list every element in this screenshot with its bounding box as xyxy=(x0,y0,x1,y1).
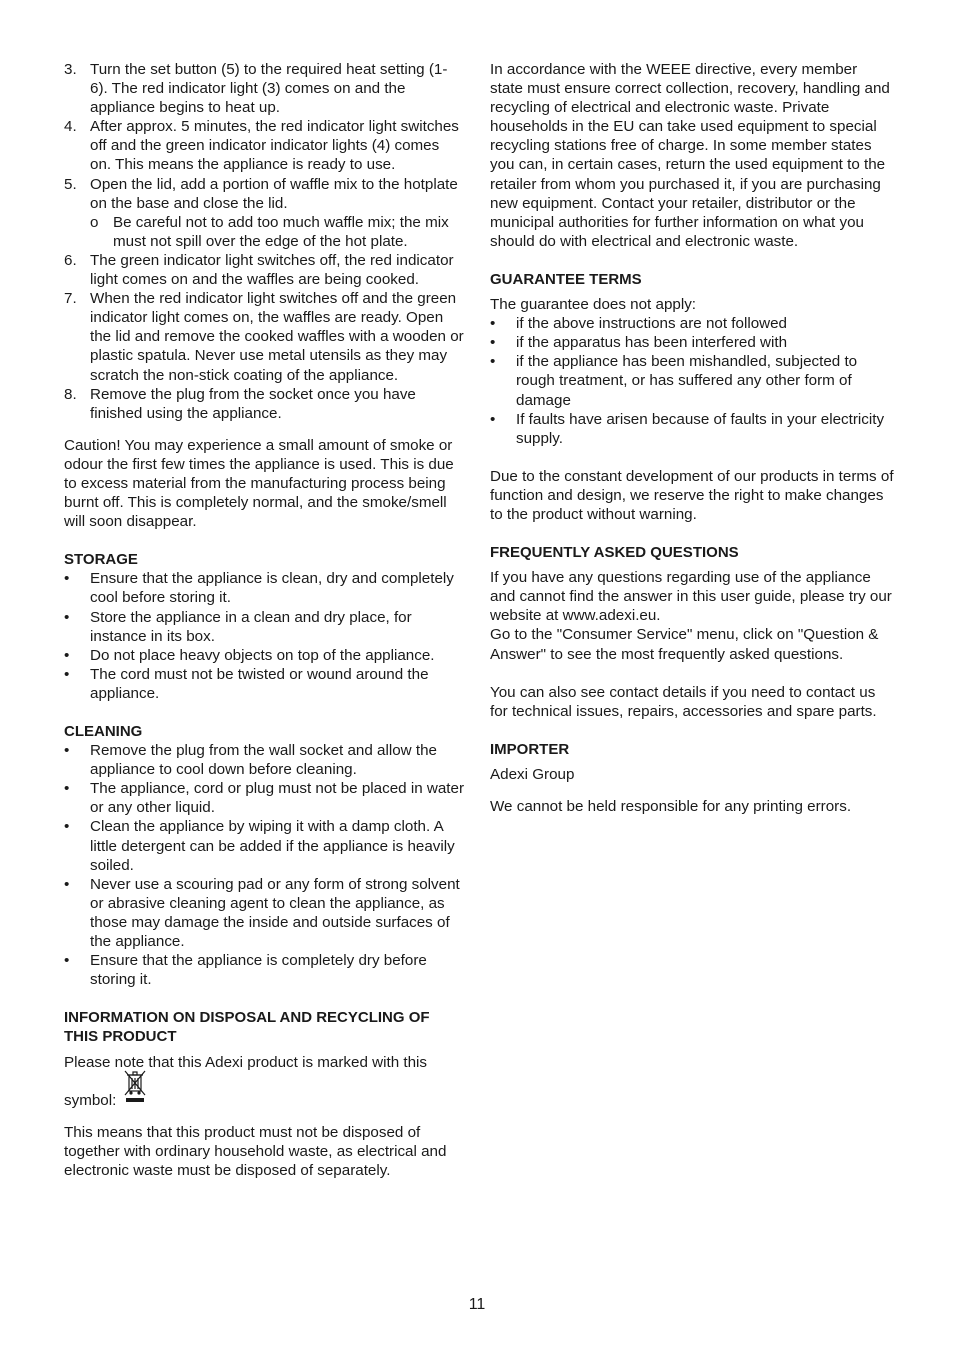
storage-heading: STORAGE xyxy=(64,551,138,569)
step-number: 4. xyxy=(64,118,77,136)
list-item-text: Clean the appliance by wiping it with a damp cloth. A little detergent can be added if the appliance is heavily soiled. xyxy=(90,818,455,874)
list-item xyxy=(64,741,464,779)
weee-crossed-bin-icon xyxy=(124,1070,146,1109)
step-number: 3. xyxy=(64,61,77,78)
list-item xyxy=(64,817,464,874)
step-text: Remove the plug from the socket once you have finished using the appliance. xyxy=(90,385,416,422)
list-item xyxy=(490,314,894,333)
faq-heading: FREQUENTLY ASKED QUESTIONS xyxy=(490,544,739,562)
guarantee-note: Due to the constant development of our products in terms of function and design, we reserve the right to make changes to the product without warning. xyxy=(490,467,894,523)
step-item xyxy=(64,251,464,289)
step-sub-note xyxy=(64,213,464,251)
bullet-glyph: • xyxy=(64,875,70,893)
list-item xyxy=(64,646,464,665)
list-item xyxy=(490,410,894,448)
bullet-glyph: • xyxy=(64,570,70,588)
faq-paragraph-3: You can also see contact details if you need to contact us for technical issues, repairs, accessories and spare parts. xyxy=(490,683,877,720)
right-column xyxy=(490,60,894,816)
list-item-text: Never use a scouring pad or any form of strong solvent or abrasive cleaning agent to clean the appliance, as those may damage the inside and outside surfaces of the appliance. xyxy=(90,875,460,951)
list-item xyxy=(64,951,464,989)
step-item xyxy=(64,289,464,384)
left-column xyxy=(64,60,464,1180)
bullet-glyph: • xyxy=(64,665,70,683)
instruction-steps xyxy=(64,60,464,423)
symbol-line xyxy=(64,1072,464,1110)
step-text: The green indicator light switches off, the red indicator light comes on and the waffles are being cooked. xyxy=(90,251,454,289)
list-item xyxy=(490,333,894,352)
list-item xyxy=(64,875,464,951)
list-item xyxy=(64,569,464,607)
symbol-label: symbol: xyxy=(64,1091,117,1109)
step-number: 8. xyxy=(64,385,77,403)
list-item-text: The cord must not be twisted or wound around the appliance. xyxy=(90,665,429,702)
caution-paragraph: Caution! You may experience a small amount of smoke or odour the first few times the appliance is used. This is due to excess material from the manufacturing process being burnt off. This is completely normal, and the smoke/smell will soon disappear. xyxy=(64,436,454,531)
sub-note-text: Be careful not to add too much waffle mix; the mix must not spill over the edge of the hot plate. xyxy=(113,213,449,250)
bullet-glyph: • xyxy=(64,818,70,836)
bullet-glyph: • xyxy=(490,353,496,371)
faq-paragraph-2: Go to the "Consumer Service" menu, click on "Question & Answer" to see the most frequently asked questions. xyxy=(490,626,879,663)
step-number: 5. xyxy=(64,175,77,193)
list-item-text: Do not place heavy objects on top of the appliance. xyxy=(90,646,435,664)
list-item xyxy=(64,608,464,646)
page-number: 11 xyxy=(468,1296,486,1313)
step-text: After approx. 5 minutes, the red indicator light switches off and the green indicator indicator lights (4) comes on. This means the appliance is ready to use. xyxy=(90,118,459,174)
list-item-text: If faults have arisen because of faults in your electricity supply. xyxy=(516,410,885,447)
weee-paragraph: In accordance with the WEEE directive, every member state must ensure correct collection, recovery, handling and recycling of electrical and electronic waste. Private households in the EU can take used equipment to special recycling stations free of charge. In some member states you can, in certain cases, return the used equipment to the retailer from whom you purchased it, if you are purchasing new equipment. Contact your retailer, distributor or the municipal authorities for further information on what you should do with electrical and electronic waste. xyxy=(490,61,890,250)
bullet-glyph: • xyxy=(64,742,70,760)
bullet-glyph: • xyxy=(490,315,496,333)
bullet-glyph: • xyxy=(64,952,70,970)
step-text: Turn the set button (5) to the required heat setting (1-6). The red indicator light (3) comes on and the appliance begins to heat up. xyxy=(90,61,448,117)
step-text: Open the lid, add a portion of waffle mix to the hotplate on the base and close the lid. xyxy=(90,175,458,212)
step-item xyxy=(64,60,464,117)
disposal-heading: INFORMATION ON DISPOSAL AND RECYCLING OF THIS PRODUCT xyxy=(64,1009,430,1046)
guarantee-intro: The guarantee does not apply: xyxy=(490,296,697,314)
bullet-glyph: • xyxy=(64,646,70,664)
guarantee-heading: GUARANTEE TERMS xyxy=(490,270,642,288)
bullet-glyph: • xyxy=(490,334,496,352)
weee-crossed-bin-svg xyxy=(124,1070,146,1104)
bullet-glyph: • xyxy=(64,780,70,798)
list-item-text: Store the appliance in a clean and dry place, for instance in its box. xyxy=(90,608,412,645)
importer-name: Adexi Group xyxy=(490,765,575,783)
guarantee-list xyxy=(490,314,894,448)
step-text: When the red indicator light switches off and the green indicator light comes on, the waffles are ready. Open the lid and remove the cooked waffles with a wooden or plastic spatula. Never use metal utensils as they may scratch the non-stick coating of the appliance. xyxy=(90,290,464,384)
cleaning-list xyxy=(64,741,464,989)
list-item xyxy=(64,665,464,703)
sub-note-mark: o xyxy=(90,213,99,231)
list-item-text: Ensure that the appliance is completely dry before storing it. xyxy=(90,952,427,989)
printing-disclaimer: We cannot be held responsible for any printing errors. xyxy=(490,798,852,815)
step-number: 7. xyxy=(64,290,77,308)
list-item-text: if the above instructions are not followed xyxy=(516,315,788,333)
list-item-text: if the appliance has been mishandled, subjected to rough treatment, or has suffered any other form of damage xyxy=(516,353,858,409)
cleaning-heading: CLEANING xyxy=(64,723,143,740)
disposal-intro: Please note that this Adexi product is marked with this xyxy=(64,1053,428,1071)
list-item-text: The appliance, cord or plug must not be placed in water or any other liquid. xyxy=(90,780,464,817)
bullet-glyph: • xyxy=(490,410,496,428)
step-number: 6. xyxy=(64,251,77,269)
list-item-text: if the apparatus has been interfered with xyxy=(516,334,788,352)
list-item-text: Ensure that the appliance is clean, dry and completely cool before storing it. xyxy=(90,570,454,607)
list-item xyxy=(64,779,464,817)
step-item xyxy=(64,175,464,213)
step-item xyxy=(64,117,464,174)
step-item xyxy=(64,385,464,423)
faq-paragraph-1: If you have any questions regarding use of the appliance and cannot find the answer in this user guide, please try our website at www.adexi.eu. xyxy=(490,569,892,625)
bullet-glyph: • xyxy=(64,608,70,626)
disposal-text: This means that this product must not be disposed of together with ordinary household waste, as electrical and electronic waste must be disposed of separately. xyxy=(64,1123,447,1179)
storage-list xyxy=(64,569,464,703)
importer-heading: IMPORTER xyxy=(490,740,570,758)
list-item-text: Remove the plug from the wall socket and allow the appliance to cool down before cleaning. xyxy=(90,742,437,779)
list-item xyxy=(490,352,894,409)
